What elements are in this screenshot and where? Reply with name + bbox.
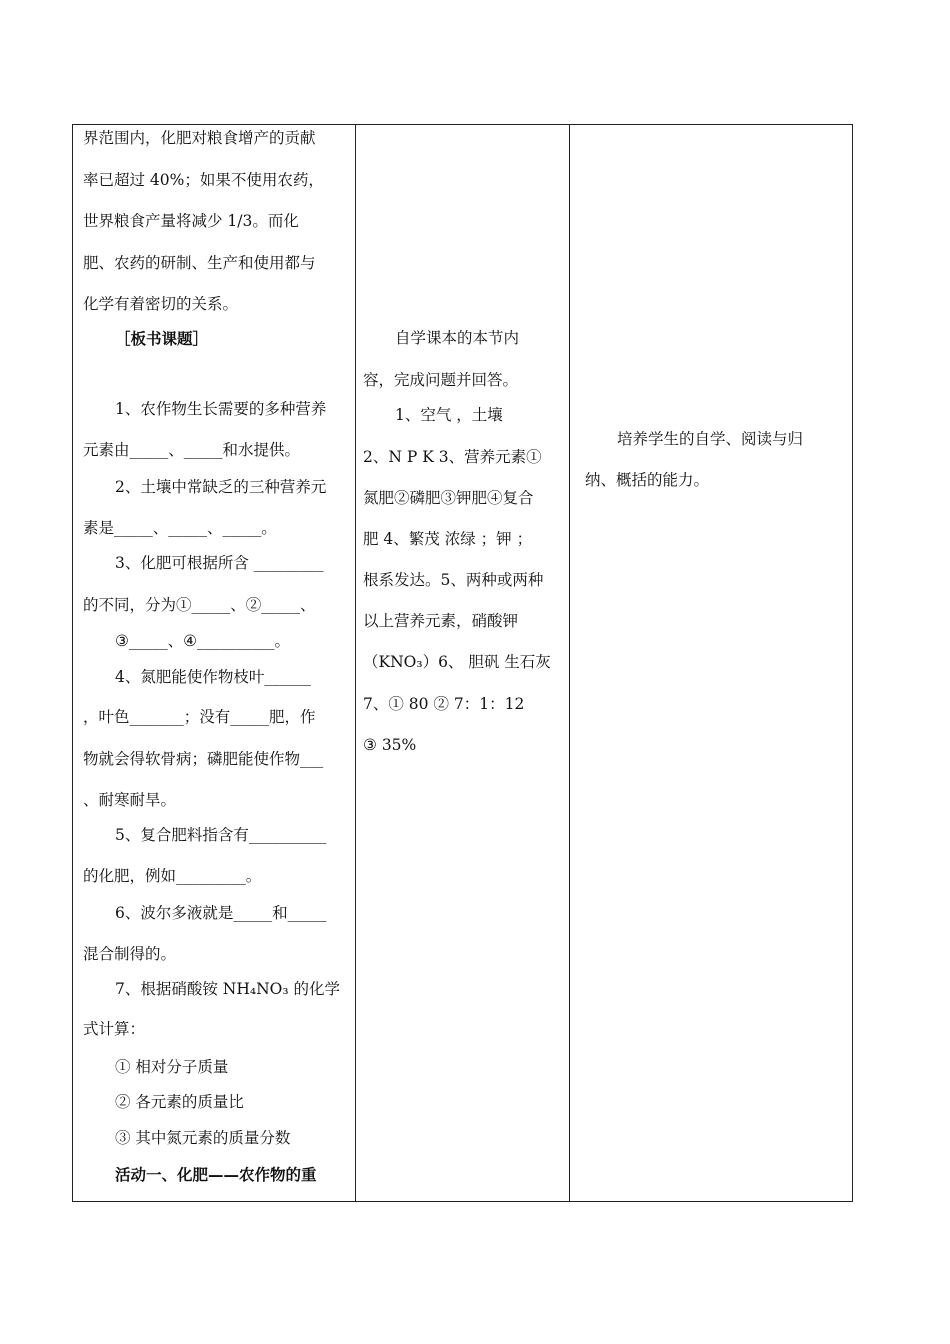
question-5: 5、复合肥料指含有__________ [115,826,327,844]
answer-line: 7、① 80 ② 7：1：12 [363,695,525,713]
text-line: 自学课本的本节内 [395,329,520,347]
sub-question: ③ 其中氮元素的质量分数 [115,1129,291,1147]
text-line: 率已超过 40%；如果不使用农药， [83,171,324,189]
question-2: 2、土壤中常缺乏的三种营养元 [115,478,327,496]
answer-line: 根系发达。5、两种或两种 [363,571,544,589]
text-line: 纳、概括的能力。 [585,471,710,489]
activity-heading: 活动一、化肥——农作物的重 [115,1166,317,1184]
text-line: 物就会得软骨病；磷肥能使作物___ [83,750,324,768]
text-line: 界范围内，化肥对粮食增产的贡献 [83,129,316,147]
question-6: 6、波尔多液就是_____和_____ [115,904,327,922]
text-line: 肥、农药的研制、生产和使用都与 [83,254,316,272]
design-intent-column [569,125,853,1201]
answer-line: 肥 4、繁茂 浓绿 ；钾 ； [363,530,533,548]
answer-line: （KNO₃）6、 胆矾 生石灰 [363,653,551,671]
text-line: 素是_____、_____、_____。 [83,519,277,537]
answer-line: 1、空气 ，土壤 [395,406,503,424]
teacher-activity-column [73,125,355,1201]
text-line: 世界粮食产量将减少 1/3。而化 [83,212,299,230]
question-1: 1、农作物生长需要的多种营养 [115,400,327,418]
board-title-heading: ［板书课题］ [115,330,209,348]
lesson-table [72,124,853,1202]
question-7: 7、根据硝酸铵 NH₄NO₃ 的化学 [115,980,340,998]
answer-line: ③ 35% [363,736,417,754]
text-line: ，叶色_______；没有_____肥，作 [83,708,316,726]
student-activity-column [355,125,569,1201]
text-line: 元素由_____、_____和水提供。 [83,441,301,459]
sub-question: ② 各元素的质量比 [115,1093,244,1111]
answer-line: 2、N P K 3、营养元素① [363,448,542,466]
text-line: 化学有着密切的关系。 [83,295,239,313]
text-line: 培养学生的自学、阅读与归 [617,430,804,448]
answer-line: 以上营养元素，硝酸钾 [363,612,519,630]
text-line: 、耐寒耐旱。 [83,791,177,809]
text-line: 混合制得的。 [83,945,177,963]
question-3: 3、化肥可根据所含 _________ [115,554,324,572]
sub-question: ① 相对分子质量 [115,1058,229,1076]
text-line: ③_____、④__________。 [115,632,291,650]
question-4: 4、氮肥能使作物枝叶______ [115,668,311,686]
text-line: 式计算： [83,1020,146,1038]
text-line: 的化肥，例如_________。 [83,867,262,885]
answer-line: 氮肥②磷肥③钾肥④复合 [363,489,534,507]
text-line: 的不同，分为①_____、②_____、 [83,596,316,614]
text-line: 容，完成问题并回答。 [363,371,519,389]
